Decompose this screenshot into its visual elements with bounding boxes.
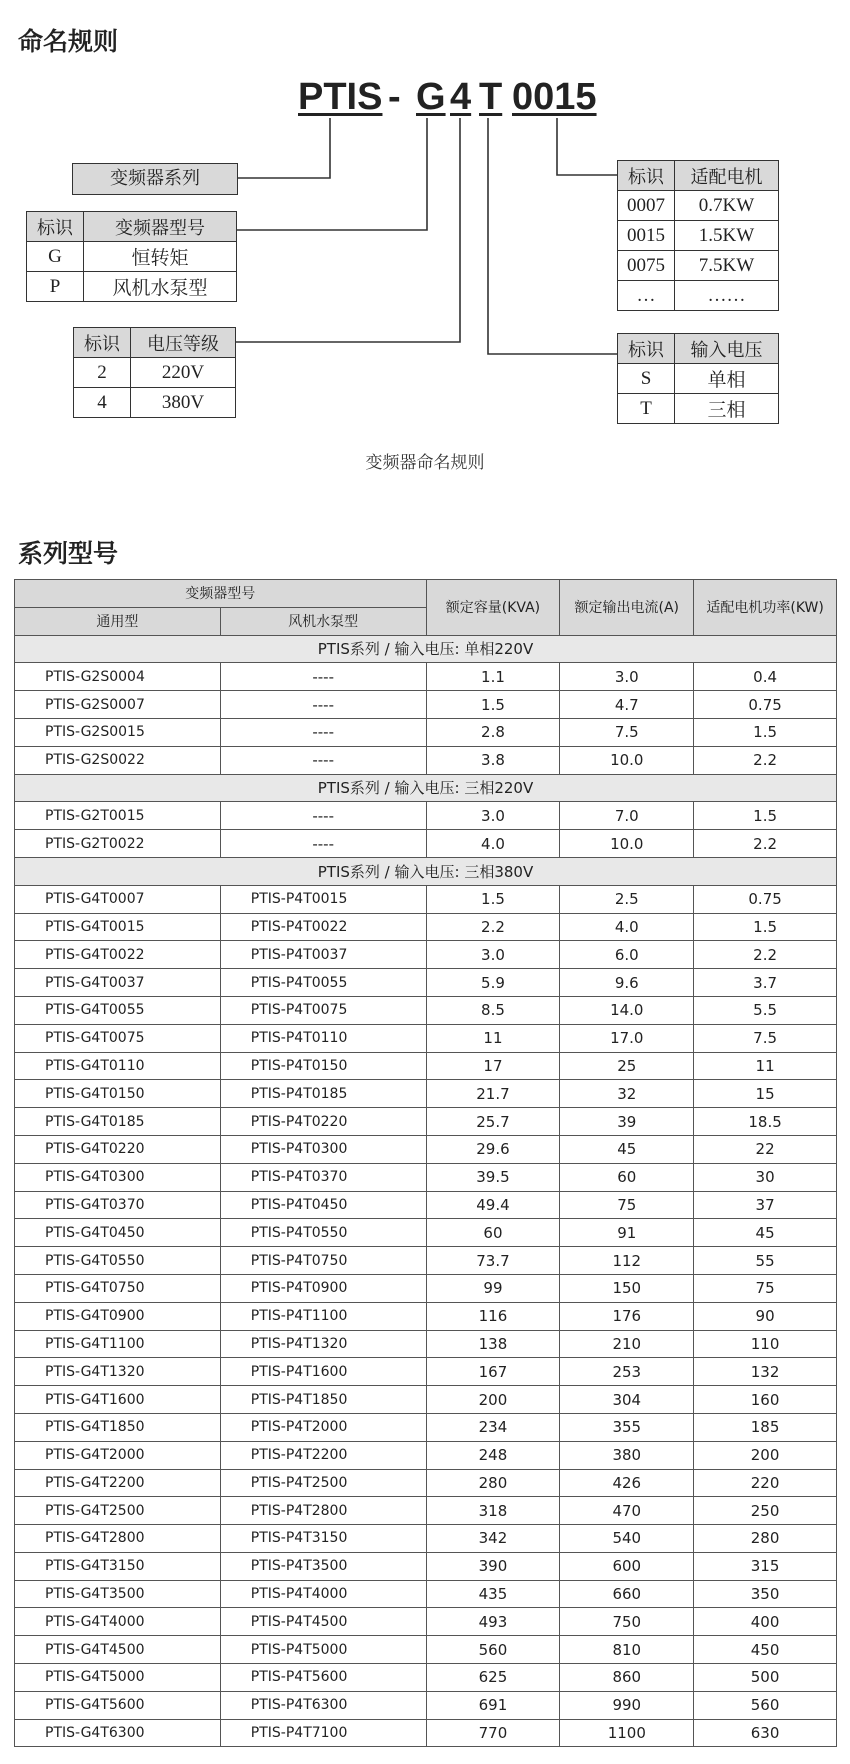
voltage-box-cell: 380V bbox=[131, 388, 236, 418]
phase-box-cell: 三相 bbox=[675, 394, 779, 424]
model-fan-cell: PTIS-P4T1850 bbox=[220, 1386, 426, 1414]
model-fan-cell: PTIS-P4T0022 bbox=[220, 913, 426, 941]
model-fan-cell: PTIS-P4T0750 bbox=[220, 1247, 426, 1275]
table-row bbox=[15, 718, 837, 746]
power-cell: 5.5 bbox=[694, 996, 837, 1024]
table-row bbox=[15, 1052, 837, 1080]
model-fan-cell: ---- bbox=[220, 718, 426, 746]
current-cell: 3.0 bbox=[560, 663, 694, 691]
model-fan-cell: PTIS-P4T0055 bbox=[220, 969, 426, 997]
current-cell: 25 bbox=[560, 1052, 694, 1080]
current-cell: 470 bbox=[560, 1497, 694, 1525]
motor-box bbox=[617, 160, 779, 311]
current-cell: 380 bbox=[560, 1441, 694, 1469]
capacity-cell: 625 bbox=[426, 1664, 560, 1692]
motor-box-cell: 0015 bbox=[618, 221, 675, 251]
capacity-cell: 167 bbox=[426, 1358, 560, 1386]
model-fan-cell: PTIS-P4T0185 bbox=[220, 1080, 426, 1108]
table-row bbox=[15, 1191, 837, 1219]
capacity-cell: 691 bbox=[426, 1691, 560, 1719]
table-row bbox=[15, 663, 837, 691]
voltage-box-header-name: 电压等级 bbox=[131, 328, 236, 358]
capacity-cell: 3.0 bbox=[426, 802, 560, 830]
motor-box-cell: 1.5KW bbox=[675, 221, 779, 251]
capacity-cell: 280 bbox=[426, 1469, 560, 1497]
current-cell: 60 bbox=[560, 1163, 694, 1191]
spec-table bbox=[14, 579, 837, 1747]
table-row bbox=[15, 1302, 837, 1330]
power-cell: 1.5 bbox=[694, 802, 837, 830]
power-cell: 450 bbox=[694, 1636, 837, 1664]
power-cell: 132 bbox=[694, 1358, 837, 1386]
model-fan-cell: ---- bbox=[220, 691, 426, 719]
model-general-cell: PTIS-G4T3150 bbox=[15, 1552, 221, 1580]
table-row bbox=[15, 996, 837, 1024]
table-row bbox=[15, 1580, 837, 1608]
capacity-cell: 4.0 bbox=[426, 830, 560, 858]
code-voltage: 4 bbox=[450, 76, 472, 118]
code-power: 0015 bbox=[512, 76, 597, 118]
model-general-cell: PTIS-G4T0110 bbox=[15, 1052, 221, 1080]
motor-box-cell: 0007 bbox=[618, 191, 675, 221]
motor-box-cell: …… bbox=[675, 281, 779, 311]
power-cell: 18.5 bbox=[694, 1108, 837, 1136]
power-cell: 315 bbox=[694, 1552, 837, 1580]
table-row bbox=[15, 1636, 837, 1664]
type-box bbox=[26, 211, 237, 302]
power-cell: 560 bbox=[694, 1691, 837, 1719]
capacity-cell: 2.2 bbox=[426, 913, 560, 941]
power-cell: 280 bbox=[694, 1525, 837, 1553]
power-cell: 30 bbox=[694, 1163, 837, 1191]
current-cell: 660 bbox=[560, 1580, 694, 1608]
current-cell: 4.7 bbox=[560, 691, 694, 719]
table-row bbox=[15, 1358, 837, 1386]
table-row bbox=[15, 1135, 837, 1163]
power-cell: 90 bbox=[694, 1302, 837, 1330]
current-cell: 39 bbox=[560, 1108, 694, 1136]
table-row bbox=[15, 885, 837, 913]
current-cell: 10.0 bbox=[560, 746, 694, 774]
model-general-cell: PTIS-G4T1320 bbox=[15, 1358, 221, 1386]
voltage-box-cell: 220V bbox=[131, 358, 236, 388]
capacity-cell: 1.5 bbox=[426, 691, 560, 719]
model-general-cell: PTIS-G4T1600 bbox=[15, 1386, 221, 1414]
power-cell: 630 bbox=[694, 1719, 837, 1747]
group-row bbox=[15, 857, 837, 885]
table-row bbox=[15, 1691, 837, 1719]
table-row bbox=[15, 913, 837, 941]
model-general-cell: PTIS-G2T0022 bbox=[15, 830, 221, 858]
capacity-cell: 234 bbox=[426, 1413, 560, 1441]
model-general-cell: PTIS-G2T0015 bbox=[15, 802, 221, 830]
table-row bbox=[15, 1719, 837, 1747]
model-fan-cell: ---- bbox=[220, 802, 426, 830]
power-cell: 11 bbox=[694, 1052, 837, 1080]
model-fan-cell: PTIS-P4T1100 bbox=[220, 1302, 426, 1330]
model-general-cell: PTIS-G4T0300 bbox=[15, 1163, 221, 1191]
power-cell: 2.2 bbox=[694, 746, 837, 774]
connector-power bbox=[557, 118, 617, 175]
type-box-cell: 风机水泵型 bbox=[84, 272, 237, 302]
capacity-cell: 560 bbox=[426, 1636, 560, 1664]
capacity-cell: 248 bbox=[426, 1441, 560, 1469]
table-row bbox=[15, 969, 837, 997]
type-box-header-name: 变频器型号 bbox=[84, 212, 237, 242]
capacity-cell: 49.4 bbox=[426, 1191, 560, 1219]
current-cell: 1100 bbox=[560, 1719, 694, 1747]
motor-box-cell: 0.7KW bbox=[675, 191, 779, 221]
type-box-header-id: 标识 bbox=[27, 212, 84, 242]
table-row bbox=[15, 941, 837, 969]
capacity-cell: 342 bbox=[426, 1525, 560, 1553]
diagram-caption: 变频器命名规则 bbox=[365, 453, 485, 473]
current-cell: 600 bbox=[560, 1552, 694, 1580]
table-row bbox=[15, 1274, 837, 1302]
current-cell: 45 bbox=[560, 1135, 694, 1163]
model-fan-cell: PTIS-P4T3150 bbox=[220, 1525, 426, 1553]
power-cell: 7.5 bbox=[694, 1024, 837, 1052]
capacity-cell: 1.5 bbox=[426, 885, 560, 913]
phase-box bbox=[617, 333, 779, 424]
model-general-cell: PTIS-G4T0015 bbox=[15, 913, 221, 941]
model-general-cell: PTIS-G4T2500 bbox=[15, 1497, 221, 1525]
current-cell: 6.0 bbox=[560, 941, 694, 969]
model-general-cell: PTIS-G4T2000 bbox=[15, 1441, 221, 1469]
model-general-cell: PTIS-G4T4500 bbox=[15, 1636, 221, 1664]
motor-box-header-id: 标识 bbox=[618, 161, 675, 191]
model-general-cell: PTIS-G4T2200 bbox=[15, 1469, 221, 1497]
connector-type bbox=[236, 118, 427, 230]
capacity-cell: 99 bbox=[426, 1274, 560, 1302]
voltage-box bbox=[73, 327, 236, 418]
voltage-box-cell: 4 bbox=[74, 388, 131, 418]
header-general: 通用型 bbox=[15, 607, 221, 635]
capacity-cell: 73.7 bbox=[426, 1247, 560, 1275]
table-row bbox=[15, 746, 837, 774]
connector-phase bbox=[488, 118, 617, 354]
group-label: PTIS系列 / 输入电压: 单相220V bbox=[15, 635, 837, 663]
motor-box-header-name: 适配电机 bbox=[675, 161, 779, 191]
model-fan-cell: PTIS-P4T0450 bbox=[220, 1191, 426, 1219]
capacity-cell: 5.9 bbox=[426, 969, 560, 997]
model-fan-cell: ---- bbox=[220, 663, 426, 691]
capacity-cell: 2.8 bbox=[426, 718, 560, 746]
capacity-cell: 11 bbox=[426, 1024, 560, 1052]
power-cell: 0.75 bbox=[694, 691, 837, 719]
model-general-cell: PTIS-G4T0007 bbox=[15, 885, 221, 913]
power-cell: 1.5 bbox=[694, 913, 837, 941]
power-cell: 22 bbox=[694, 1135, 837, 1163]
model-general-cell: PTIS-G4T1850 bbox=[15, 1413, 221, 1441]
power-cell: 160 bbox=[694, 1386, 837, 1414]
code-prefix: PTIS bbox=[298, 76, 383, 118]
group-row bbox=[15, 635, 837, 663]
model-fan-cell: PTIS-P4T0015 bbox=[220, 885, 426, 913]
model-fan-cell: PTIS-P4T0037 bbox=[220, 941, 426, 969]
power-cell: 2.2 bbox=[694, 830, 837, 858]
model-fan-cell: PTIS-P4T3500 bbox=[220, 1552, 426, 1580]
capacity-cell: 493 bbox=[426, 1608, 560, 1636]
model-general-cell: PTIS-G4T1100 bbox=[15, 1330, 221, 1358]
code-separator: - bbox=[388, 76, 401, 118]
capacity-cell: 29.6 bbox=[426, 1135, 560, 1163]
power-cell: 3.7 bbox=[694, 969, 837, 997]
capacity-cell: 435 bbox=[426, 1580, 560, 1608]
table-row bbox=[15, 1024, 837, 1052]
group-row bbox=[15, 774, 837, 802]
model-general-cell: PTIS-G4T4000 bbox=[15, 1608, 221, 1636]
current-cell: 32 bbox=[560, 1080, 694, 1108]
current-cell: 75 bbox=[560, 1191, 694, 1219]
model-fan-cell: PTIS-P4T0300 bbox=[220, 1135, 426, 1163]
current-cell: 9.6 bbox=[560, 969, 694, 997]
model-fan-cell: PTIS-P4T0370 bbox=[220, 1163, 426, 1191]
power-cell: 350 bbox=[694, 1580, 837, 1608]
model-general-cell: PTIS-G4T0185 bbox=[15, 1108, 221, 1136]
header-capacity: 额定容量(KVA) bbox=[426, 580, 560, 636]
model-fan-cell: PTIS-P4T2500 bbox=[220, 1469, 426, 1497]
model-general-cell: PTIS-G4T0750 bbox=[15, 1274, 221, 1302]
model-general-cell: PTIS-G2S0007 bbox=[15, 691, 221, 719]
capacity-cell: 60 bbox=[426, 1219, 560, 1247]
power-cell: 185 bbox=[694, 1413, 837, 1441]
table-row bbox=[15, 802, 837, 830]
phase-box-cell: S bbox=[618, 364, 675, 394]
motor-box-cell: 7.5KW bbox=[675, 251, 779, 281]
table-row bbox=[15, 1080, 837, 1108]
model-general-cell: PTIS-G4T0900 bbox=[15, 1302, 221, 1330]
current-cell: 17.0 bbox=[560, 1024, 694, 1052]
capacity-cell: 17 bbox=[426, 1052, 560, 1080]
series-label-box: 变频器系列 bbox=[72, 163, 238, 195]
current-cell: 14.0 bbox=[560, 996, 694, 1024]
current-cell: 990 bbox=[560, 1691, 694, 1719]
table-row bbox=[15, 1219, 837, 1247]
model-fan-cell: ---- bbox=[220, 830, 426, 858]
power-cell: 45 bbox=[694, 1219, 837, 1247]
current-cell: 7.5 bbox=[560, 718, 694, 746]
table-row bbox=[15, 1330, 837, 1358]
current-cell: 304 bbox=[560, 1386, 694, 1414]
power-cell: 400 bbox=[694, 1608, 837, 1636]
capacity-cell: 39.5 bbox=[426, 1163, 560, 1191]
power-cell: 15 bbox=[694, 1080, 837, 1108]
current-cell: 150 bbox=[560, 1274, 694, 1302]
model-general-cell: PTIS-G2S0015 bbox=[15, 718, 221, 746]
model-fan-cell: PTIS-P4T2800 bbox=[220, 1497, 426, 1525]
model-general-cell: PTIS-G4T0550 bbox=[15, 1247, 221, 1275]
header-model: 变频器型号 bbox=[15, 580, 427, 608]
power-cell: 37 bbox=[694, 1191, 837, 1219]
current-cell: 4.0 bbox=[560, 913, 694, 941]
power-cell: 55 bbox=[694, 1247, 837, 1275]
model-fan-cell: PTIS-P4T5000 bbox=[220, 1636, 426, 1664]
model-fan-cell: PTIS-P4T7100 bbox=[220, 1719, 426, 1747]
power-cell: 75 bbox=[694, 1274, 837, 1302]
power-cell: 0.75 bbox=[694, 885, 837, 913]
current-cell: 91 bbox=[560, 1219, 694, 1247]
table-row bbox=[15, 1441, 837, 1469]
model-general-cell: PTIS-G2S0022 bbox=[15, 746, 221, 774]
power-cell: 500 bbox=[694, 1664, 837, 1692]
current-cell: 253 bbox=[560, 1358, 694, 1386]
model-general-cell: PTIS-G4T0075 bbox=[15, 1024, 221, 1052]
capacity-cell: 1.1 bbox=[426, 663, 560, 691]
table-row bbox=[15, 1552, 837, 1580]
model-general-cell: PTIS-G4T0370 bbox=[15, 1191, 221, 1219]
model-general-cell: PTIS-G4T3500 bbox=[15, 1580, 221, 1608]
model-general-cell: PTIS-G2S0004 bbox=[15, 663, 221, 691]
current-cell: 426 bbox=[560, 1469, 694, 1497]
model-fan-cell: PTIS-P4T0550 bbox=[220, 1219, 426, 1247]
type-box-cell: 恒转矩 bbox=[84, 242, 237, 272]
voltage-box-cell: 2 bbox=[74, 358, 131, 388]
capacity-cell: 770 bbox=[426, 1719, 560, 1747]
table-row bbox=[15, 1608, 837, 1636]
model-fan-cell: PTIS-P4T0220 bbox=[220, 1108, 426, 1136]
model-general-cell: PTIS-G4T0220 bbox=[15, 1135, 221, 1163]
motor-box-cell: … bbox=[618, 281, 675, 311]
table-row bbox=[15, 1469, 837, 1497]
phase-box-cell: 单相 bbox=[675, 364, 779, 394]
connector-series bbox=[236, 118, 330, 178]
table-row bbox=[15, 1386, 837, 1414]
header-current: 额定输出电流(A) bbox=[560, 580, 694, 636]
capacity-cell: 116 bbox=[426, 1302, 560, 1330]
current-cell: 860 bbox=[560, 1664, 694, 1692]
model-fan-cell: PTIS-P4T2200 bbox=[220, 1441, 426, 1469]
table-row bbox=[15, 1163, 837, 1191]
table-row bbox=[15, 1664, 837, 1692]
type-box-cell: G bbox=[27, 242, 84, 272]
capacity-cell: 390 bbox=[426, 1552, 560, 1580]
power-cell: 110 bbox=[694, 1330, 837, 1358]
capacity-cell: 3.0 bbox=[426, 941, 560, 969]
capacity-cell: 21.7 bbox=[426, 1080, 560, 1108]
model-general-cell: PTIS-G4T5600 bbox=[15, 1691, 221, 1719]
header-fan: 风机水泵型 bbox=[220, 607, 426, 635]
header-power: 适配电机功率(KW) bbox=[694, 580, 837, 636]
model-general-cell: PTIS-G4T0022 bbox=[15, 941, 221, 969]
model-general-cell: PTIS-G4T2800 bbox=[15, 1525, 221, 1553]
phase-box-header-name: 输入电压 bbox=[675, 334, 779, 364]
power-cell: 250 bbox=[694, 1497, 837, 1525]
current-cell: 750 bbox=[560, 1608, 694, 1636]
model-fan-cell: PTIS-P4T0150 bbox=[220, 1052, 426, 1080]
capacity-cell: 25.7 bbox=[426, 1108, 560, 1136]
power-cell: 0.4 bbox=[694, 663, 837, 691]
current-cell: 176 bbox=[560, 1302, 694, 1330]
current-cell: 540 bbox=[560, 1525, 694, 1553]
spec-table-body bbox=[15, 635, 837, 1747]
phase-box-cell: T bbox=[618, 394, 675, 424]
capacity-cell: 318 bbox=[426, 1497, 560, 1525]
model-fan-cell: PTIS-P4T2000 bbox=[220, 1413, 426, 1441]
current-cell: 7.0 bbox=[560, 802, 694, 830]
model-general-cell: PTIS-G4T0037 bbox=[15, 969, 221, 997]
model-general-cell: PTIS-G4T0055 bbox=[15, 996, 221, 1024]
table-row bbox=[15, 1525, 837, 1553]
model-general-cell: PTIS-G4T6300 bbox=[15, 1719, 221, 1747]
motor-box-cell: 0075 bbox=[618, 251, 675, 281]
model-fan-cell: PTIS-P4T0075 bbox=[220, 996, 426, 1024]
current-cell: 355 bbox=[560, 1413, 694, 1441]
code-type: G bbox=[416, 76, 446, 118]
capacity-cell: 8.5 bbox=[426, 996, 560, 1024]
voltage-box-header-id: 标识 bbox=[74, 328, 131, 358]
table-row bbox=[15, 1108, 837, 1136]
table-row bbox=[15, 691, 837, 719]
model-fan-cell: PTIS-P4T6300 bbox=[220, 1691, 426, 1719]
power-cell: 220 bbox=[694, 1469, 837, 1497]
naming-title: 命名规则 bbox=[18, 27, 119, 56]
power-cell: 200 bbox=[694, 1441, 837, 1469]
table-row bbox=[15, 1413, 837, 1441]
capacity-cell: 138 bbox=[426, 1330, 560, 1358]
power-cell: 2.2 bbox=[694, 941, 837, 969]
model-general-cell: PTIS-G4T0150 bbox=[15, 1080, 221, 1108]
model-fan-cell: PTIS-P4T1600 bbox=[220, 1358, 426, 1386]
model-fan-cell: PTIS-P4T1320 bbox=[220, 1330, 426, 1358]
table-row bbox=[15, 1247, 837, 1275]
model-fan-cell: PTIS-P4T0900 bbox=[220, 1274, 426, 1302]
capacity-cell: 3.8 bbox=[426, 746, 560, 774]
series-title: 系列型号 bbox=[18, 539, 119, 568]
power-cell: 1.5 bbox=[694, 718, 837, 746]
group-label: PTIS系列 / 输入电压: 三相220V bbox=[15, 774, 837, 802]
current-cell: 10.0 bbox=[560, 830, 694, 858]
type-box-cell: P bbox=[27, 272, 84, 302]
model-fan-cell: PTIS-P4T0110 bbox=[220, 1024, 426, 1052]
current-cell: 810 bbox=[560, 1636, 694, 1664]
model-fan-cell: PTIS-P4T4000 bbox=[220, 1580, 426, 1608]
model-general-cell: PTIS-G4T0450 bbox=[15, 1219, 221, 1247]
current-cell: 2.5 bbox=[560, 885, 694, 913]
current-cell: 112 bbox=[560, 1247, 694, 1275]
code-phase: T bbox=[479, 76, 503, 118]
group-label: PTIS系列 / 输入电压: 三相380V bbox=[15, 857, 837, 885]
model-fan-cell: PTIS-P4T4500 bbox=[220, 1608, 426, 1636]
capacity-cell: 200 bbox=[426, 1386, 560, 1414]
model-general-cell: PTIS-G4T5000 bbox=[15, 1664, 221, 1692]
model-fan-cell: ---- bbox=[220, 746, 426, 774]
table-row bbox=[15, 830, 837, 858]
model-fan-cell: PTIS-P4T5600 bbox=[220, 1664, 426, 1692]
current-cell: 210 bbox=[560, 1330, 694, 1358]
phase-box-header-id: 标识 bbox=[618, 334, 675, 364]
table-row bbox=[15, 1497, 837, 1525]
